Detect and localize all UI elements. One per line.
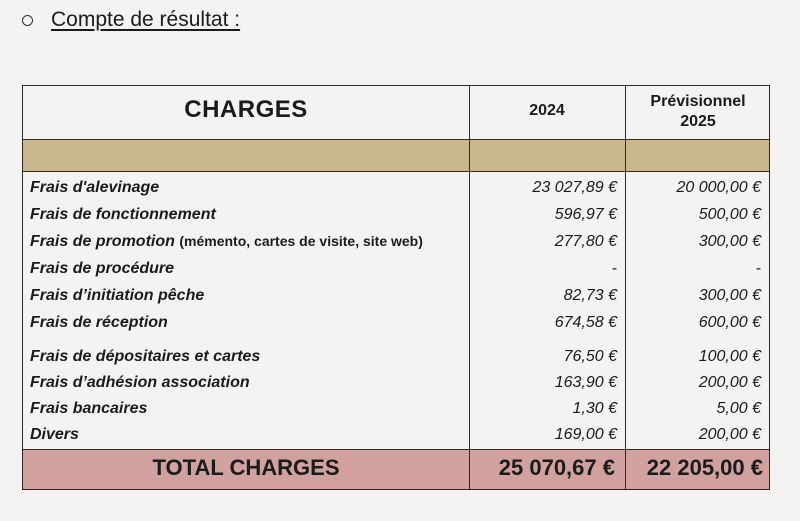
row-label: Frais de dépositaires et cartes — [30, 348, 261, 365]
table-row — [23, 176, 769, 200]
section-title: Compte de résultat : — [51, 8, 241, 31]
table-row — [23, 371, 769, 395]
value-2025: 300,00 € — [698, 233, 761, 250]
table-row — [23, 284, 769, 308]
value-2024: - — [611, 260, 617, 277]
value-2025: 200,00 € — [698, 374, 761, 391]
table-row — [23, 423, 769, 447]
row-label: Divers — [30, 426, 79, 443]
table-row — [23, 257, 769, 281]
row-label-text: Frais de promotion — [30, 233, 175, 250]
row-label-note: (mémento, cartes de visite, site web) — [179, 233, 423, 249]
forecast-header-line2: 2025 — [680, 113, 716, 130]
value-2024: 1,30 € — [572, 400, 617, 417]
value-2025: 500,00 € — [698, 206, 761, 223]
table-row — [23, 345, 769, 369]
row-label: Frais bancaires — [30, 400, 148, 417]
value-2025: 100,00 € — [698, 348, 761, 365]
forecast-2025-header — [625, 92, 771, 132]
table-divider — [23, 171, 769, 172]
value-2025: 200,00 € — [698, 426, 761, 443]
value-2024: 674,58 € — [554, 314, 617, 331]
value-2024: 277,80 € — [554, 233, 617, 250]
table-row — [23, 203, 769, 227]
value-2024: 169,00 € — [554, 426, 617, 443]
value-2025: 600,00 € — [698, 314, 761, 331]
table-row — [23, 397, 769, 421]
circle-bullet-icon — [22, 15, 33, 26]
row-label — [30, 233, 423, 251]
value-2025: - — [755, 260, 761, 277]
row-label: Frais d’adhésion association — [30, 374, 250, 391]
row-label: Frais d’initiation pêche — [30, 287, 205, 304]
value-2024: 23 027,89 € — [532, 179, 617, 196]
table-divider — [23, 139, 769, 140]
value-2024: 82,73 € — [563, 287, 617, 304]
value-2025: 5,00 € — [716, 400, 761, 417]
value-2025: 300,00 € — [698, 287, 761, 304]
row-label: Frais de réception — [30, 314, 168, 331]
table-row — [23, 311, 769, 335]
total-2025-value: 22 205,00 € — [646, 455, 763, 480]
row-label: Frais d'alevinage — [30, 179, 160, 196]
table-divider — [23, 449, 769, 450]
header-color-band — [23, 139, 769, 171]
table-row — [23, 230, 769, 254]
total-charges-label: TOTAL CHARGES — [152, 455, 340, 480]
total-2024-value: 25 070,67 € — [498, 455, 615, 480]
value-2024: 76,50 € — [563, 348, 617, 365]
section-heading — [22, 8, 240, 32]
forecast-header-line1: Prévisionnel — [650, 93, 746, 110]
value-2024: 596,97 € — [554, 206, 617, 223]
charges-header: CHARGES — [184, 96, 308, 123]
row-label: Frais de procédure — [30, 260, 175, 277]
charges-table — [22, 85, 770, 490]
row-label: Frais de fonctionnement — [30, 206, 216, 223]
year-2024-header: 2024 — [529, 102, 565, 119]
value-2024: 163,90 € — [554, 374, 617, 391]
value-2025: 20 000,00 € — [676, 179, 761, 196]
